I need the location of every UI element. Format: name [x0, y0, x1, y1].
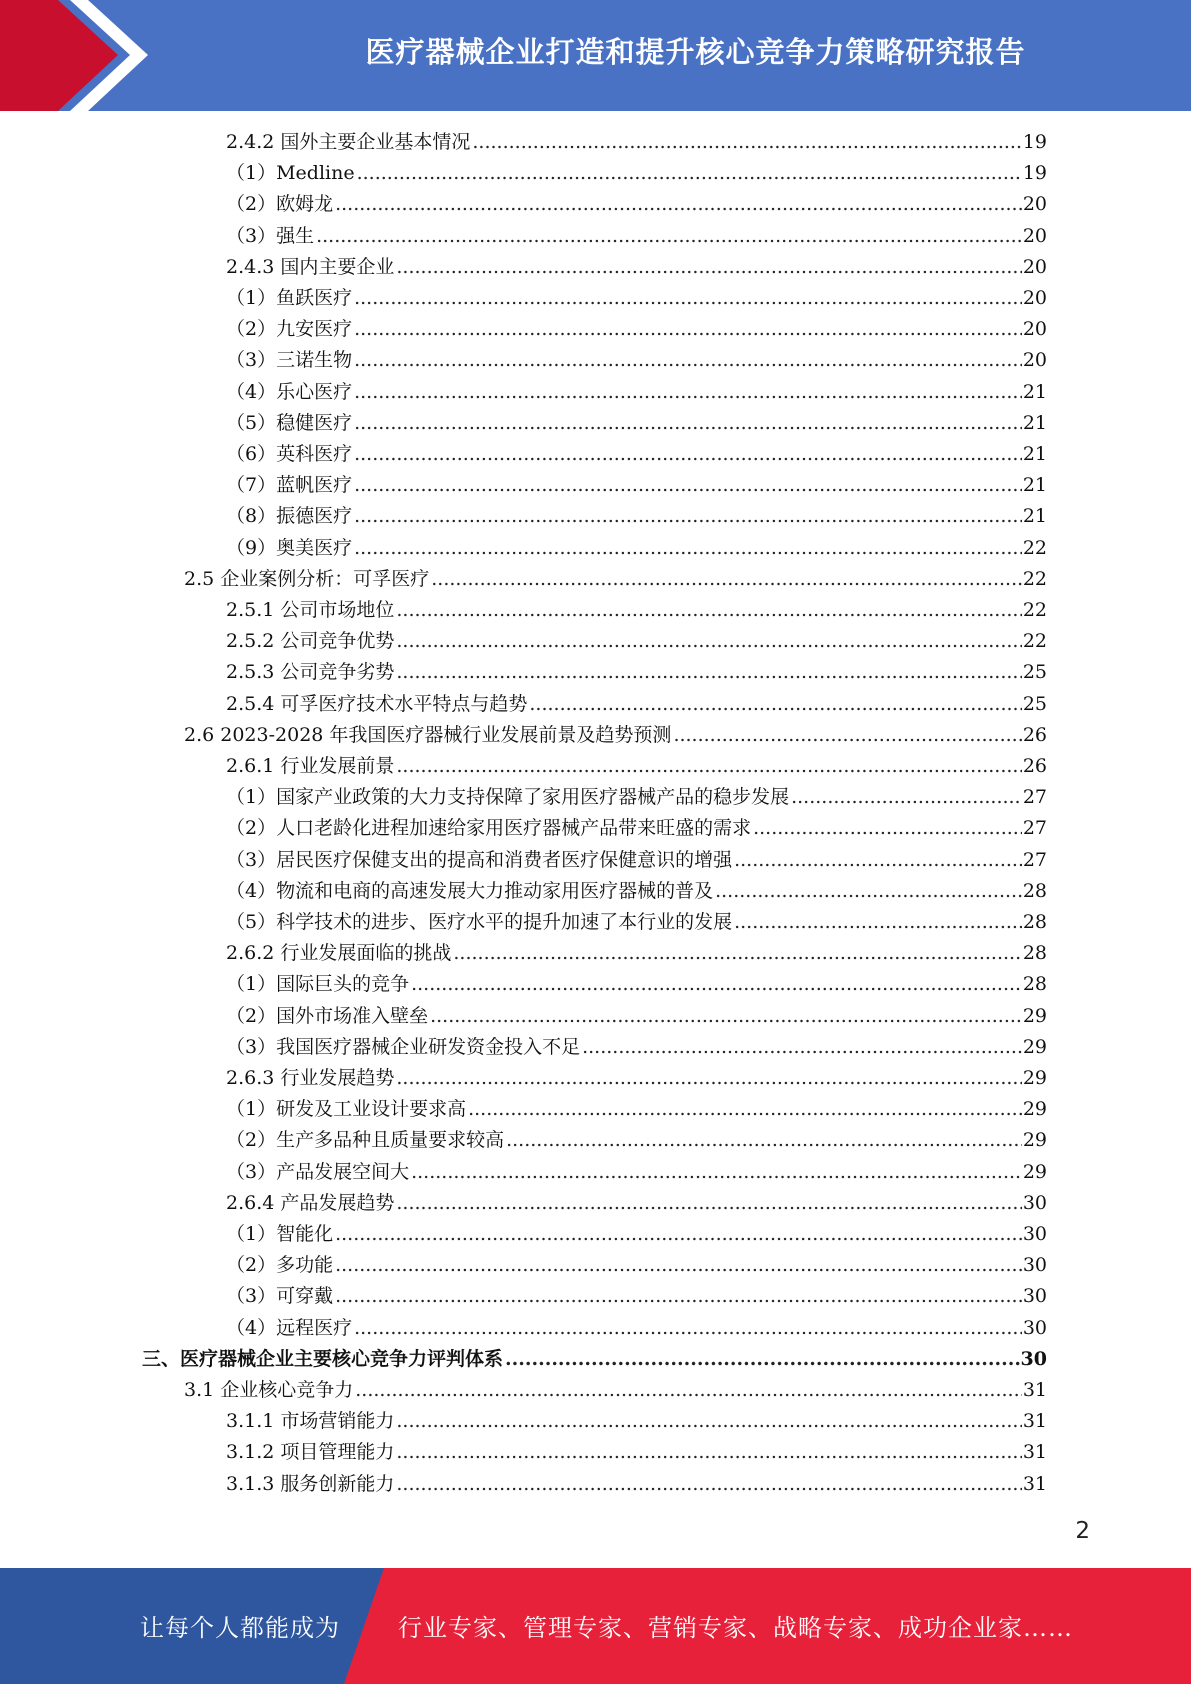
- toc-entry-title: （3）可穿戴: [226, 1285, 334, 1307]
- toc-leader-dots: [411, 969, 1022, 1000]
- toc-entry-page: 22: [1022, 599, 1047, 621]
- toc-entry-title: （1）研发及工业设计要求高: [226, 1098, 467, 1120]
- toc-leader-dots: [396, 751, 1021, 782]
- toc-entry[interactable]: [226, 1001, 1047, 1032]
- toc-leader-dots: [396, 1188, 1021, 1219]
- page-number: 2: [1075, 1518, 1090, 1544]
- toc-entry[interactable]: [184, 1375, 1047, 1406]
- toc-entry-title: （3）我国医疗器械企业研发资金投入不足: [226, 1036, 581, 1058]
- toc-leader-dots: [472, 127, 1021, 158]
- toc-entry[interactable]: [226, 1313, 1047, 1344]
- toc-entry-page: 21: [1022, 474, 1047, 496]
- toc-entry-page: 28: [1022, 942, 1047, 964]
- toc-entry-page: 29: [1022, 1161, 1047, 1183]
- toc-entry[interactable]: [226, 470, 1047, 501]
- toc-entry-title: （1）国际巨头的竞争: [226, 973, 410, 995]
- toc-leader-dots: [431, 564, 1022, 595]
- toc-entry-title: （6）英科医疗: [226, 443, 353, 465]
- toc-entry-title: 2.4.2 国外主要企业基本情况: [226, 131, 471, 153]
- toc-entry-page: 22: [1022, 630, 1047, 652]
- toc-entry[interactable]: [184, 720, 1047, 751]
- toc-leader-dots: [396, 595, 1021, 626]
- toc-leader-dots: [396, 1469, 1021, 1500]
- toc-entry-page: 28: [1022, 880, 1047, 902]
- toc-leader-dots: [335, 1219, 1022, 1250]
- toc-entry-title: （1）智能化: [226, 1223, 334, 1245]
- toc-leader-dots: [354, 1313, 1022, 1344]
- toc-entry[interactable]: [226, 377, 1047, 408]
- toc-entry-page: 27: [1022, 786, 1047, 808]
- footer-slogan: 让每个人都能成为: [140, 1614, 340, 1642]
- toc-entry-page: 29: [1022, 1098, 1047, 1120]
- toc-entry[interactable]: [226, 127, 1047, 158]
- toc-leader-dots: [468, 1094, 1022, 1125]
- toc-entry-title: （1）Medline: [226, 162, 355, 184]
- toc-entry-page: 30: [1022, 1254, 1047, 1276]
- toc-entry[interactable]: [226, 1094, 1047, 1125]
- toc-leader-dots: [734, 845, 1022, 876]
- toc-leader-dots: [715, 876, 1022, 907]
- toc-entry[interactable]: [226, 189, 1047, 220]
- toc-entry[interactable]: [226, 221, 1047, 252]
- toc-entry-title: （5）科学技术的进步、医疗水平的提升加速了本行业的发展: [226, 911, 733, 933]
- toc-entry-title: 3.1.2 项目管理能力: [226, 1441, 395, 1463]
- toc-entry-title: （3）居民医疗保健支出的提高和消费者医疗保健意识的增强: [226, 849, 733, 871]
- page-footer: [0, 1568, 1191, 1684]
- toc-leader-dots: [582, 1032, 1022, 1063]
- toc-leader-dots: [734, 907, 1022, 938]
- toc-entry[interactable]: [226, 1032, 1047, 1063]
- toc-entry-page: 20: [1022, 225, 1047, 247]
- toc-entry-page: 20: [1022, 349, 1047, 371]
- toc-leader-dots: [411, 1157, 1022, 1188]
- toc-entry-title: 3.1.3 服务创新能力: [226, 1473, 395, 1495]
- toc-entry[interactable]: [142, 1344, 1047, 1375]
- toc-leader-dots: [453, 938, 1021, 969]
- toc-leader-dots: [396, 657, 1021, 688]
- toc-entry[interactable]: [226, 782, 1047, 813]
- toc-entry-title: 2.6.4 产品发展趋势: [226, 1192, 395, 1214]
- toc-entry[interactable]: [226, 845, 1047, 876]
- toc-leader-dots: [396, 1063, 1021, 1094]
- toc-entry[interactable]: [226, 907, 1047, 938]
- toc-entry-page: 31: [1022, 1410, 1047, 1432]
- toc-leader-dots: [396, 1406, 1021, 1437]
- toc-entry-page: 21: [1022, 381, 1047, 403]
- toc-entry-title: （4）物流和电商的高速发展大力推动家用医疗器械的普及: [226, 880, 714, 902]
- toc-entry[interactable]: [226, 158, 1047, 189]
- toc-entry-title: （2）九安医疗: [226, 318, 353, 340]
- header-chevron-icon: [0, 0, 160, 111]
- toc-entry-page: 22: [1022, 568, 1047, 590]
- toc-entry[interactable]: [226, 657, 1047, 688]
- toc-entry-title: （4）远程医疗: [226, 1317, 353, 1339]
- footer-roles: 行业专家、管理专家、营销专家、战略专家、成功企业家……: [398, 1614, 1073, 1642]
- toc-entry[interactable]: [226, 969, 1047, 1000]
- toc-leader-dots: [396, 252, 1021, 283]
- toc-entry-title: 3.1.1 市场营销能力: [226, 1410, 395, 1432]
- toc-leader-dots: [673, 720, 1021, 751]
- toc-entry-page: 25: [1022, 693, 1047, 715]
- toc-entry[interactable]: [226, 533, 1047, 564]
- toc-entry[interactable]: [226, 314, 1047, 345]
- toc-entry[interactable]: [226, 408, 1047, 439]
- toc-entry[interactable]: [226, 938, 1047, 969]
- toc-entry[interactable]: [226, 1219, 1047, 1250]
- toc-entry[interactable]: [226, 813, 1047, 844]
- toc-leader-dots: [355, 1375, 1022, 1406]
- toc-entry[interactable]: [226, 1281, 1047, 1312]
- toc-leader-dots: [354, 439, 1022, 470]
- toc-entry[interactable]: [226, 345, 1047, 376]
- toc-leader-dots: [791, 782, 1022, 813]
- toc-leader-dots: [354, 501, 1022, 532]
- toc-leader-dots: [357, 158, 1022, 189]
- toc-entry-page: 30: [1022, 1285, 1047, 1307]
- toc-entry-title: （2）人口老龄化进程加速给家用医疗器械产品带来旺盛的需求: [226, 817, 752, 839]
- toc-entry-page: 30: [1022, 1192, 1047, 1214]
- toc-entry-title: （7）蓝帆医疗: [226, 474, 353, 496]
- toc-entry[interactable]: [226, 1125, 1047, 1156]
- toc-entry[interactable]: [226, 1250, 1047, 1281]
- toc-entry-page: 21: [1022, 443, 1047, 465]
- toc-entry[interactable]: [226, 1406, 1047, 1437]
- toc-entry-page: 30: [1022, 1223, 1047, 1245]
- toc-leader-dots: [396, 1437, 1021, 1468]
- toc-entry-page: 29: [1022, 1036, 1047, 1058]
- toc-entry-page: 31: [1022, 1379, 1047, 1401]
- toc-leader-dots: [316, 221, 1022, 252]
- toc-entry-title: （2）欧姆龙: [226, 193, 334, 215]
- toc-leader-dots: [354, 408, 1022, 439]
- toc-entry-title: （1）国家产业政策的大力支持保障了家用医疗器械产品的稳步发展: [226, 786, 790, 808]
- toc-entry-page: 20: [1022, 193, 1047, 215]
- toc-entry-title: （4）乐心医疗: [226, 381, 353, 403]
- toc-entry-title: 2.6.1 行业发展前景: [226, 755, 395, 777]
- toc-entry-title: 3.1 企业核心竞争力: [184, 1379, 354, 1401]
- toc-entry-title: （3）三诺生物: [226, 349, 353, 371]
- toc-leader-dots: [354, 314, 1022, 345]
- toc-entry[interactable]: [226, 1188, 1047, 1219]
- toc-entry[interactable]: [226, 283, 1047, 314]
- toc-entry-page: 28: [1022, 911, 1047, 933]
- toc-leader-dots: [430, 1001, 1022, 1032]
- toc-entry-title: （3）产品发展空间大: [226, 1161, 410, 1183]
- toc-entry[interactable]: [226, 876, 1047, 907]
- toc-entry-page: 27: [1022, 849, 1047, 871]
- toc-entry-title: 2.6.3 行业发展趋势: [226, 1067, 395, 1089]
- toc-entry-page: 29: [1022, 1067, 1047, 1089]
- toc-entry[interactable]: [226, 689, 1047, 720]
- toc-entry-page: 26: [1022, 724, 1047, 746]
- toc-entry-page: 30: [1022, 1317, 1047, 1339]
- toc-leader-dots: [354, 470, 1022, 501]
- toc-entry-page: 21: [1022, 505, 1047, 527]
- page-header: [0, 0, 1191, 111]
- toc-entry-page: 20: [1022, 256, 1047, 278]
- toc-entry-title: 2.5.2 公司竞争优势: [226, 630, 395, 652]
- toc-entry-page: 26: [1022, 755, 1047, 777]
- toc-entry-page: 20: [1022, 287, 1047, 309]
- toc-entry-title: （2）国外市场准入壁垒: [226, 1005, 429, 1027]
- toc-entry[interactable]: [226, 751, 1047, 782]
- toc-leader-dots: [396, 626, 1021, 657]
- toc-entry[interactable]: [184, 564, 1047, 595]
- toc-entry-title: 2.6 2023-2028 年我国医疗器械行业发展前景及趋势预测: [184, 724, 672, 746]
- toc-entry-page: 31: [1022, 1473, 1047, 1495]
- toc-entry-title: （2）多功能: [226, 1254, 334, 1276]
- toc-entry[interactable]: [226, 1063, 1047, 1094]
- toc-leader-dots: [505, 1344, 1020, 1375]
- toc-entry-page: 27: [1022, 817, 1047, 839]
- toc-entry[interactable]: [226, 439, 1047, 470]
- toc-entry[interactable]: [226, 1157, 1047, 1188]
- toc-leader-dots: [529, 689, 1021, 720]
- toc-entry[interactable]: [226, 252, 1047, 283]
- toc-entry-title: （8）振德医疗: [226, 505, 353, 527]
- toc-leader-dots: [354, 345, 1022, 376]
- toc-entry-title: 2.5 企业案例分析：可孚医疗: [184, 568, 430, 590]
- document-title: 医疗器械企业打造和提升核心竞争力策略研究报告: [365, 35, 1026, 69]
- toc-leader-dots: [335, 1250, 1022, 1281]
- toc-entry-page: 30: [1020, 1348, 1047, 1370]
- toc-leader-dots: [335, 189, 1022, 220]
- toc-entry-page: 25: [1022, 661, 1047, 683]
- toc-leader-dots: [354, 283, 1022, 314]
- toc-entry[interactable]: [226, 1437, 1047, 1468]
- toc-leader-dots: [335, 1281, 1022, 1312]
- toc-entry-page: 31: [1022, 1441, 1047, 1463]
- toc-entry[interactable]: [226, 626, 1047, 657]
- toc-entry-title: （1）鱼跃医疗: [226, 287, 353, 309]
- toc-entry-title: （5）稳健医疗: [226, 412, 353, 434]
- toc-leader-dots: [354, 533, 1022, 564]
- toc-entry-title: 2.5.1 公司市场地位: [226, 599, 395, 621]
- toc-entry-title: 三、医疗器械企业主要核心竞争力评判体系: [142, 1348, 504, 1370]
- toc-entry-page: 29: [1022, 1005, 1047, 1027]
- toc-entry-page: 21: [1022, 412, 1047, 434]
- toc-entry-page: 29: [1022, 1129, 1047, 1151]
- toc-entry-title: （9）奥美医疗: [226, 537, 353, 559]
- toc-entry-page: 19: [1022, 131, 1047, 153]
- toc-entry-title: 2.5.3 公司竞争劣势: [226, 661, 395, 683]
- toc-entry-title: （3）强生: [226, 225, 315, 247]
- toc-entry-page: 22: [1022, 537, 1047, 559]
- toc-entry[interactable]: [226, 1469, 1047, 1500]
- toc-entry-title: （2）生产多品种且质量要求较高: [226, 1129, 505, 1151]
- toc-entry-page: 20: [1022, 318, 1047, 340]
- toc-entry[interactable]: [226, 501, 1047, 532]
- toc-entry-title: 2.5.4 可孚医疗技术水平特点与趋势: [226, 693, 528, 715]
- toc-entry-page: 28: [1022, 973, 1047, 995]
- toc-entry-title: 2.6.2 行业发展面临的挑战: [226, 942, 452, 964]
- toc-leader-dots: [506, 1125, 1022, 1156]
- toc-leader-dots: [354, 377, 1022, 408]
- toc-leader-dots: [753, 813, 1022, 844]
- toc-entry[interactable]: [226, 595, 1047, 626]
- toc-entry-title: 2.4.3 国内主要企业: [226, 256, 395, 278]
- toc-entry-page: 19: [1022, 162, 1047, 184]
